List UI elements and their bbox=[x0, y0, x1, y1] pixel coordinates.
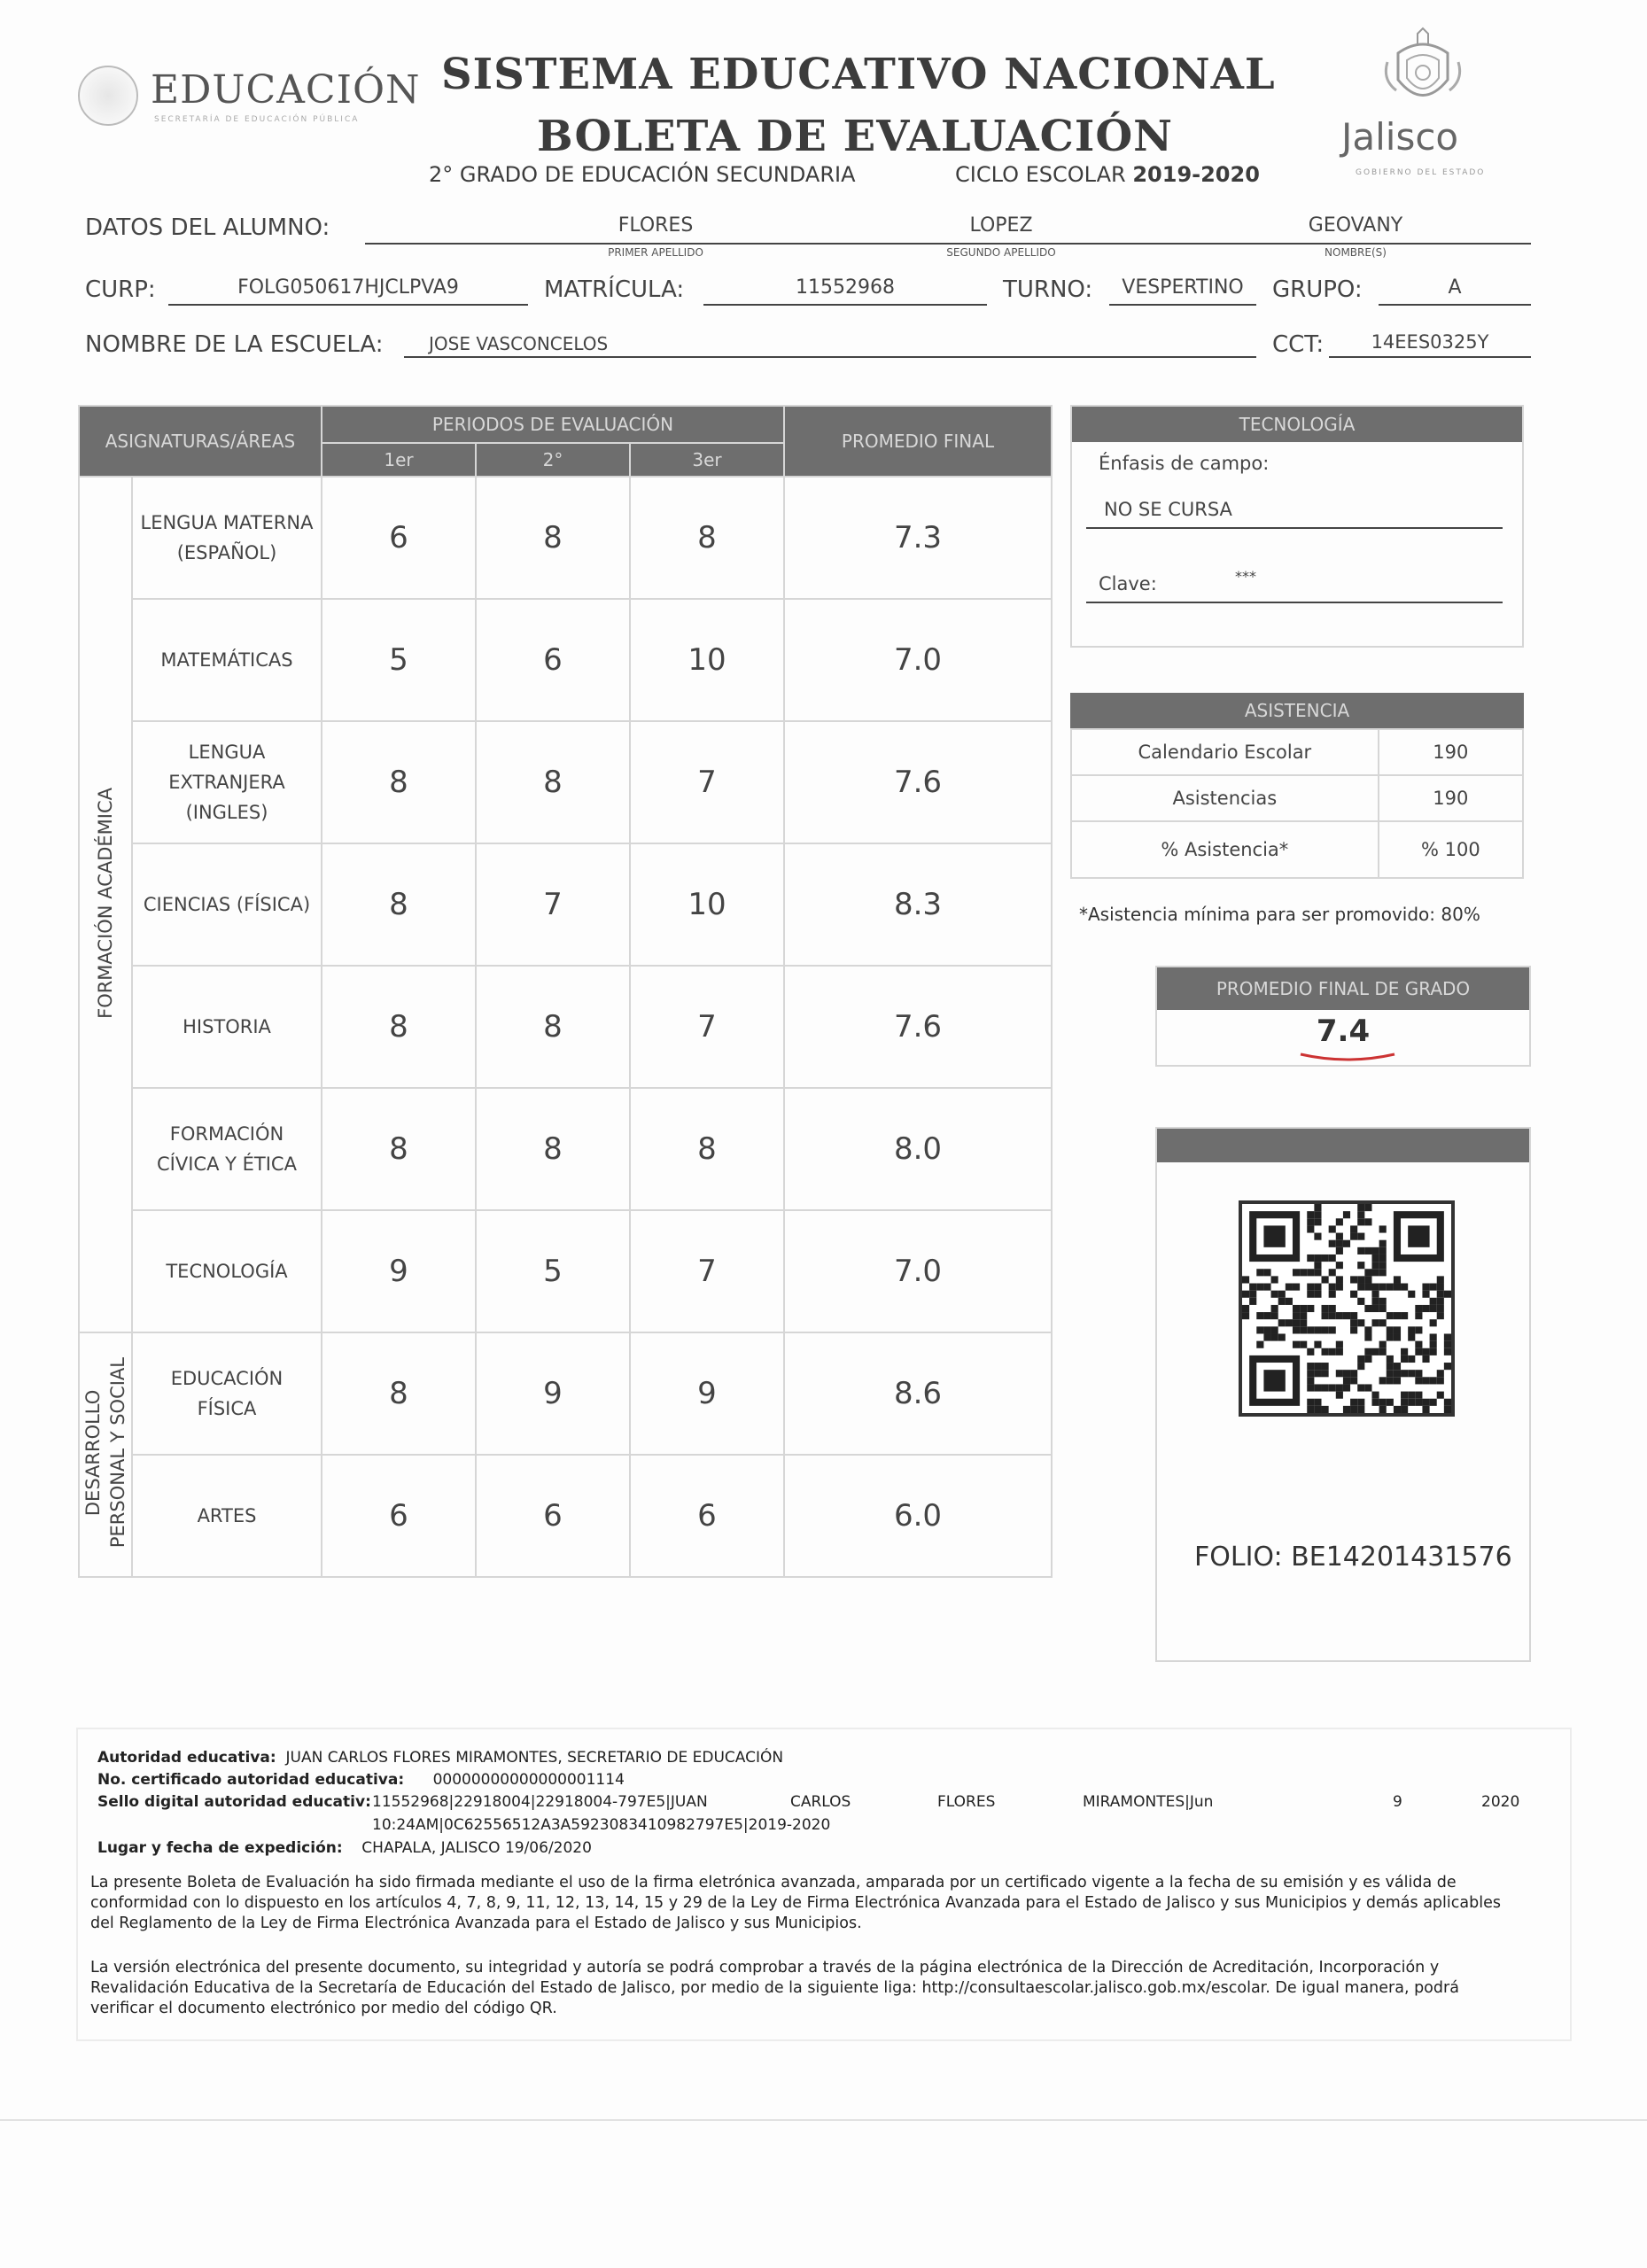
qr-code-icon bbox=[1239, 1200, 1455, 1417]
enfasis-value: NO SE CURSA bbox=[1086, 499, 1503, 529]
asistencia-label: Asistencias bbox=[1071, 775, 1379, 821]
subject-cell: MATEMÁTICAS bbox=[132, 599, 322, 721]
tecnologia-header: TECNOLOGÍA bbox=[1072, 407, 1522, 442]
sello-part-d: MIRAMONTES|Jun bbox=[1083, 1793, 1214, 1811]
cct-label: CCT: bbox=[1272, 331, 1325, 358]
table-row bbox=[79, 966, 1052, 1088]
grade-p3: 9 bbox=[630, 1332, 784, 1455]
grade-final: 8.3 bbox=[784, 843, 1052, 966]
legal-paragraph-1: La presente Boleta de Evaluación ha sido firmada mediante el uso de la firma eletrónica avanzada, amparada por un certificado vigente a la fecha de su emisión y es válida de conformidad con lo dispuesto en los artículos 4, 7, 8, 9, 11, 12, 13, 14, 15 y 29 de la Ley de Firma Electrónica Avanzada para el Estado de Jalisco y sus Municipios y demás aplicables del Reglamento de la Ley de Firma Electrónica Avanzada para el Estado de Jalisco y sus Municipios. bbox=[90, 1874, 1501, 1932]
col-header-p3: 3er bbox=[630, 443, 784, 477]
curp-label: CURP: bbox=[85, 276, 156, 303]
red-underline-mark bbox=[1299, 1049, 1396, 1061]
clave-value: *** bbox=[1235, 568, 1256, 585]
clave-line bbox=[1086, 602, 1503, 603]
grade-p1: 8 bbox=[322, 721, 476, 843]
matricula-value: 11552968 bbox=[703, 276, 987, 306]
grade-p1: 6 bbox=[322, 477, 476, 599]
grade-final: 7.3 bbox=[784, 477, 1052, 599]
subject-cell: ARTES bbox=[132, 1455, 322, 1577]
datos-alumno-label: DATOS DEL ALUMNO: bbox=[85, 214, 330, 241]
asistencia-note: *Asistencia mínima para ser promovido: 80% bbox=[1079, 904, 1480, 925]
subject-cell: LENGUA MATERNA (ESPAÑOL) bbox=[132, 477, 322, 599]
grades-table bbox=[78, 405, 1053, 1578]
jalisco-logo bbox=[1338, 27, 1506, 186]
page-subtitle: BOLETA DE EVALUACIÓN bbox=[537, 112, 1174, 161]
table-row bbox=[79, 477, 1052, 599]
tecnologia-panel bbox=[1070, 405, 1524, 648]
grade-final: 7.6 bbox=[784, 721, 1052, 843]
table-row bbox=[79, 721, 1052, 843]
page-divider bbox=[0, 2119, 1647, 2121]
grade-p3: 7 bbox=[630, 966, 784, 1088]
grade-p2: 6 bbox=[476, 599, 630, 721]
sello-part-f: 2020 bbox=[1481, 1793, 1520, 1811]
table-row bbox=[1071, 729, 1523, 775]
col-header-periods: PERIODOS DE EVALUACIÓN bbox=[322, 406, 784, 443]
subject-cell: LENGUA EXTRANJERA (INGLES) bbox=[132, 721, 322, 843]
grupo-label: GRUPO: bbox=[1272, 276, 1363, 303]
autoridad-label: Autoridad educativa: bbox=[97, 1749, 276, 1767]
table-row bbox=[1071, 821, 1523, 878]
cycle-label: CICLO ESCOLAR bbox=[955, 162, 1126, 187]
asistencia-table bbox=[1070, 728, 1524, 879]
asistencia-label: % Asistencia* bbox=[1071, 821, 1379, 878]
asistencia-panel bbox=[1070, 693, 1524, 879]
group-academic-cell bbox=[79, 477, 132, 1332]
grade-final: 7.6 bbox=[784, 966, 1052, 1088]
grade-p1: 6 bbox=[322, 1455, 476, 1577]
grade-p3: 7 bbox=[630, 721, 784, 843]
sello-part-b: CARLOS bbox=[790, 1793, 851, 1811]
grade-p1: 8 bbox=[322, 1332, 476, 1455]
grade-final: 6.0 bbox=[784, 1455, 1052, 1577]
primer-apellido-caption: PRIMER APELLIDO bbox=[608, 246, 703, 259]
curp-value: FOLG050617HJCLPVA9 bbox=[168, 276, 528, 306]
grade-p3: 7 bbox=[630, 1210, 784, 1332]
cycle-value: 2019-2020 bbox=[1132, 162, 1260, 187]
grade-p2: 6 bbox=[476, 1455, 630, 1577]
grupo-value: A bbox=[1379, 276, 1531, 306]
folio-label: FOLIO: BE14201431576 bbox=[1194, 1542, 1512, 1573]
grade-p3: 8 bbox=[630, 477, 784, 599]
certificado-label: No. certificado autoridad educativa: bbox=[97, 1771, 405, 1789]
sello-part-c: FLORES bbox=[937, 1793, 996, 1811]
segundo-apellido-caption: SEGUNDO APELLIDO bbox=[946, 246, 1056, 259]
jalisco-logo-subtitle: GOBIERNO DEL ESTADO bbox=[1356, 168, 1486, 177]
sello-line-2: 10:24AM|0C62556512A3A5923083410982797E5|2019-2020 bbox=[372, 1816, 831, 1834]
turno-label: TURNO: bbox=[1003, 276, 1093, 303]
asistencia-label: Calendario Escolar bbox=[1071, 729, 1379, 775]
grade-final: 8.0 bbox=[784, 1088, 1052, 1210]
cycle-line bbox=[955, 162, 1260, 187]
grade-p3: 10 bbox=[630, 599, 784, 721]
lugar-line bbox=[97, 1839, 592, 1857]
sep-logo bbox=[78, 62, 421, 124]
grade-p1: 5 bbox=[322, 599, 476, 721]
sep-logo-word: EDUCACIÓN bbox=[151, 67, 421, 113]
mexico-seal-icon bbox=[78, 66, 138, 126]
grade-p1: 8 bbox=[322, 966, 476, 1088]
jalisco-logo-word: Jalisco bbox=[1341, 115, 1459, 159]
lugar-label: Lugar y fecha de expedición: bbox=[97, 1839, 343, 1857]
table-row bbox=[79, 599, 1052, 721]
page-title: SISTEMA EDUCATIVO NACIONAL bbox=[441, 50, 1276, 99]
col-header-final: PROMEDIO FINAL bbox=[784, 406, 1052, 477]
group-personal-cell bbox=[79, 1332, 132, 1577]
autoridad-line bbox=[97, 1749, 783, 1767]
table-row bbox=[79, 1088, 1052, 1210]
nombres-value: GEOVANY bbox=[1308, 214, 1403, 237]
jalisco-crest-icon bbox=[1380, 27, 1465, 115]
autoridad-value: JUAN CARLOS FLORES MIRAMONTES, SECRETARIO DE EDUCACIÓN bbox=[285, 1749, 784, 1767]
grade-p1: 8 bbox=[322, 1088, 476, 1210]
col-header-p1: 1er bbox=[322, 443, 476, 477]
segundo-apellido-value: LOPEZ bbox=[969, 214, 1033, 237]
subject-cell: CIENCIAS (FÍSICA) bbox=[132, 843, 322, 966]
group-personal-label-1: DESARROLLO bbox=[82, 1389, 104, 1517]
grade-final: 7.0 bbox=[784, 599, 1052, 721]
sello-label: Sello digital autoridad educativ: bbox=[97, 1793, 371, 1811]
table-row bbox=[79, 1210, 1052, 1332]
table-row bbox=[79, 1332, 1052, 1455]
asistencia-header: ASISTENCIA bbox=[1070, 693, 1524, 728]
primer-apellido-value: FLORES bbox=[618, 214, 694, 237]
table-row bbox=[1071, 775, 1523, 821]
certificado-value: 00000000000000001114 bbox=[432, 1771, 625, 1789]
asistencia-value: % 100 bbox=[1379, 821, 1523, 878]
nombres-caption: NOMBRE(S) bbox=[1325, 246, 1387, 259]
grade-final: 8.6 bbox=[784, 1332, 1052, 1455]
legal-paragraph-2: La versión electrónica del presente documento, su integridad y autoría se podrá comprobar a través de la página electrónica de la Dirección de Acreditación, Incorporación y Revalidación Educativa de la Secretaría de Educación del Estado de Jalisco, por medio de la siguiente liga: http://consultaescolar.jalisco.gob.mx/escolar. De igual manera, podrá verificar el documento electrónico por medio del código QR. bbox=[90, 1959, 1459, 2017]
grade-p2: 8 bbox=[476, 477, 630, 599]
enfasis-label: Énfasis de campo: bbox=[1099, 453, 1270, 474]
col-header-subject: ASIGNATURAS/ÁREAS bbox=[79, 406, 322, 477]
clave-label: Clave: bbox=[1099, 573, 1157, 594]
grade-p3: 8 bbox=[630, 1088, 784, 1210]
asistencia-value: 190 bbox=[1379, 775, 1523, 821]
subject-cell: TECNOLOGÍA bbox=[132, 1210, 322, 1332]
grade-p2: 7 bbox=[476, 843, 630, 966]
grade-p2: 8 bbox=[476, 966, 630, 1088]
grade-p2: 9 bbox=[476, 1332, 630, 1455]
group-academic-label: FORMACIÓN ACADÉMICA bbox=[95, 787, 116, 1019]
asistencia-value: 190 bbox=[1379, 729, 1523, 775]
grade-p1: 9 bbox=[322, 1210, 476, 1332]
grade-p2: 8 bbox=[476, 1088, 630, 1210]
promedio-grado-panel bbox=[1155, 966, 1531, 1067]
matricula-label: MATRÍCULA: bbox=[544, 276, 685, 303]
escuela-line bbox=[404, 356, 1256, 358]
table-row bbox=[79, 1455, 1052, 1577]
datos-alumno-line bbox=[365, 243, 1531, 245]
subject-cell: FORMACIÓN CÍVICA Y ÉTICA bbox=[132, 1088, 322, 1210]
sello-part-a: 11552968|22918004|22918004-797E5|JUAN bbox=[372, 1793, 708, 1811]
grade-p3: 10 bbox=[630, 843, 784, 966]
grade-final: 7.0 bbox=[784, 1210, 1052, 1332]
col-header-p2: 2° bbox=[476, 443, 630, 477]
sello-part-e: 9 bbox=[1393, 1793, 1402, 1811]
grade-p2: 8 bbox=[476, 721, 630, 843]
lugar-value: CHAPALA, JALISCO 19/06/2020 bbox=[361, 1839, 592, 1857]
grade-p2: 5 bbox=[476, 1210, 630, 1332]
promedio-grado-value: 7.4 bbox=[1316, 1014, 1371, 1049]
turno-value: VESPERTINO bbox=[1109, 276, 1256, 306]
grade-p3: 6 bbox=[630, 1455, 784, 1577]
grade-line: 2° GRADO DE EDUCACIÓN SECUNDARIA bbox=[429, 162, 856, 187]
escuela-value: JOSE VASCONCELOS bbox=[429, 333, 609, 354]
subject-cell: HISTORIA bbox=[132, 966, 322, 1088]
table-row bbox=[79, 843, 1052, 966]
cct-value: 14EES0325Y bbox=[1329, 331, 1531, 358]
qr-panel-header bbox=[1157, 1129, 1529, 1162]
group-personal-label-2: PERSONAL Y SOCIAL bbox=[107, 1357, 128, 1549]
sep-logo-subtitle: SECRETARÍA DE EDUCACIÓN PÚBLICA bbox=[154, 115, 360, 124]
grade-p1: 8 bbox=[322, 843, 476, 966]
promedio-grado-header: PROMEDIO FINAL DE GRADO bbox=[1157, 967, 1529, 1010]
subject-cell: EDUCACIÓN FÍSICA bbox=[132, 1332, 322, 1455]
escuela-label: NOMBRE DE LA ESCUELA: bbox=[85, 331, 384, 358]
certificado-line bbox=[97, 1771, 625, 1789]
